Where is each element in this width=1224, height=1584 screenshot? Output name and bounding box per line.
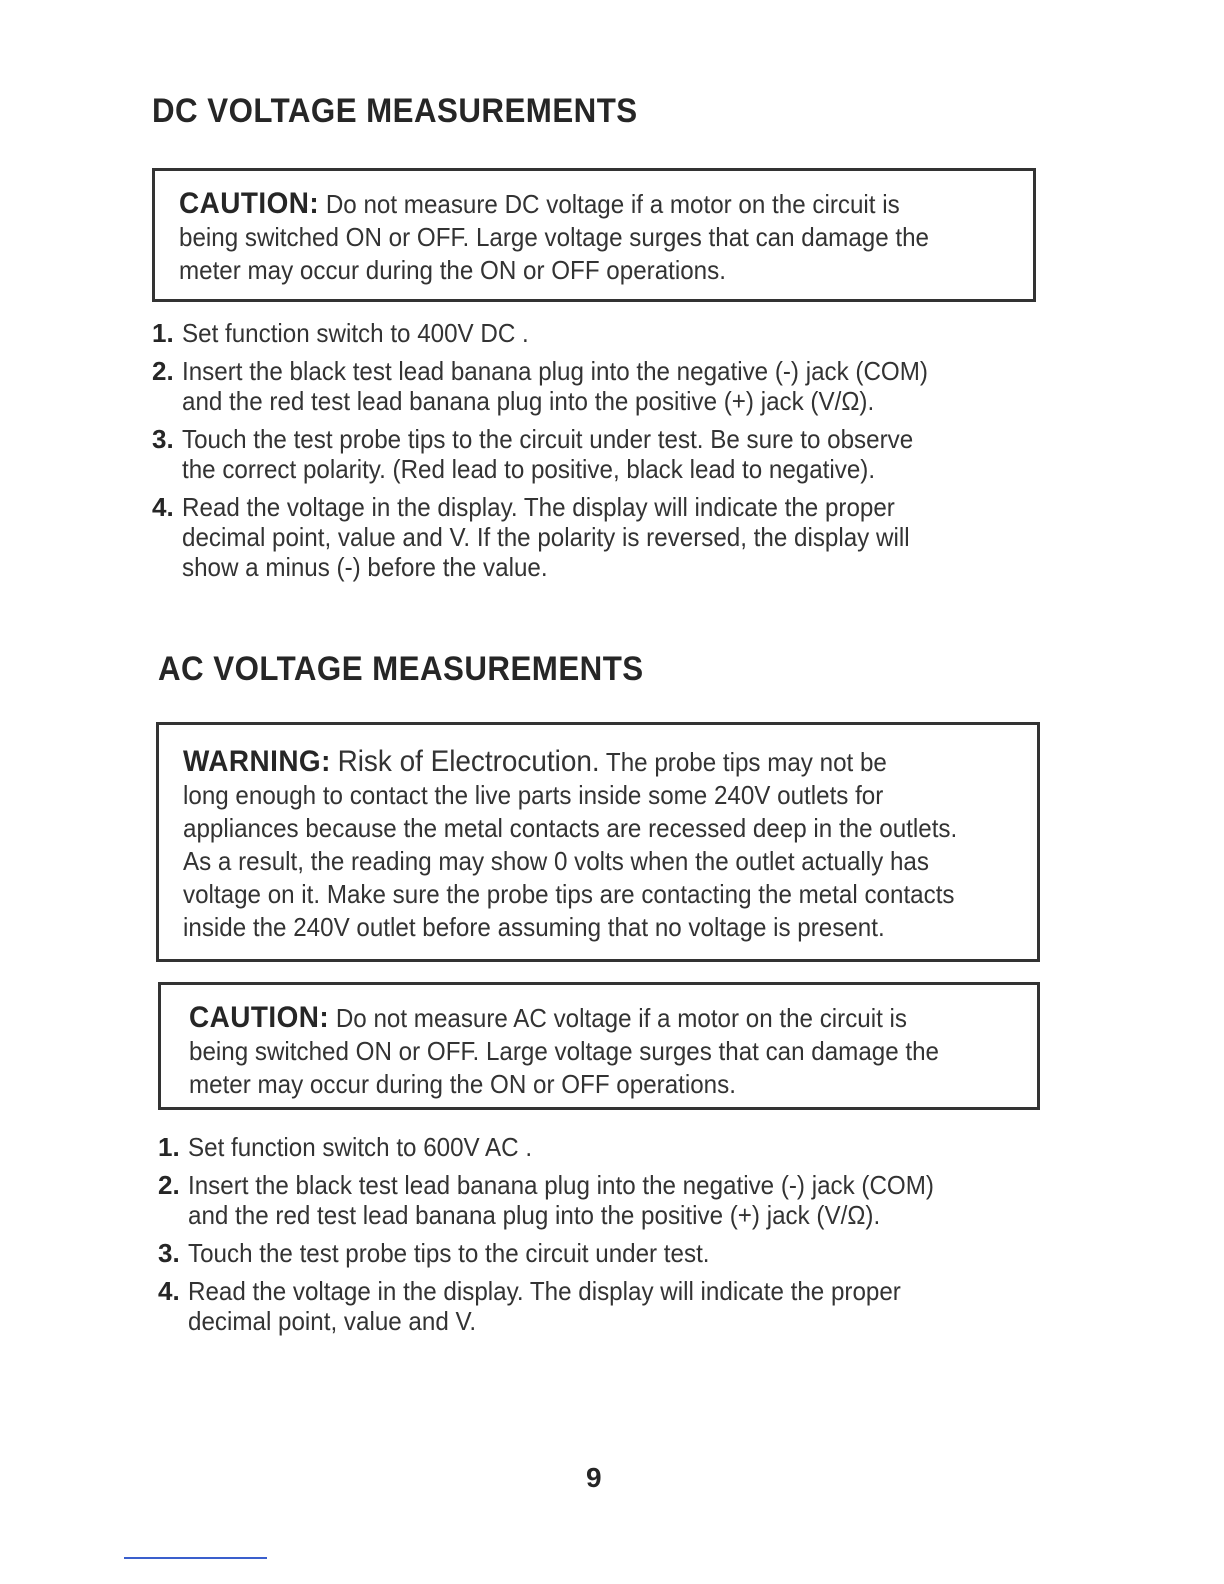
ac-caution-line2: being switched ON or OFF. Large voltage surges that can damage the — [189, 1036, 940, 1066]
ac-warning-line3: appliances because the metal contacts are recessed deep in the outlets. — [183, 813, 958, 843]
dc-caution-label: CAUTION: — [179, 187, 320, 220]
ac-caution-line3: meter may occur during the ON or OFF operations. — [189, 1069, 736, 1099]
footer-rule — [124, 1557, 267, 1559]
dc-steps-list — [152, 318, 1032, 590]
step-text-line: Touch the test probe tips to the circuit under test. Be sure to observe — [182, 424, 914, 454]
ac-warning-line4: As a result, the reading may show 0 volts when the outlet actually has — [183, 846, 929, 876]
step-item — [158, 1170, 1038, 1230]
step-item — [152, 492, 1032, 582]
step-number: 1. — [152, 318, 174, 348]
step-number: 2. — [158, 1170, 180, 1200]
step-number: 4. — [152, 492, 174, 522]
step-item — [152, 318, 1032, 348]
ac-caution-line1: CAUTION: Do not measure AC voltage if a motor on the circuit is — [189, 1001, 908, 1034]
step-number: 4. — [158, 1276, 180, 1306]
step-text-line: Read the voltage in the display. The display will indicate the proper — [188, 1276, 901, 1306]
ac-warning-box — [156, 722, 1040, 962]
step-text-line: Set function switch to 600V AC . — [188, 1132, 533, 1162]
ac-section-title: AC VOLTAGE MEASUREMENTS — [158, 650, 644, 688]
step-number: 1. — [158, 1132, 180, 1162]
step-text-line: Insert the black test lead banana plug into the negative (-) jack (COM) — [188, 1170, 934, 1200]
step-number: 3. — [152, 424, 174, 454]
ac-warning-line5: voltage on it. Make sure the probe tips are contacting the metal contacts — [183, 879, 955, 909]
step-item — [158, 1238, 1038, 1268]
dc-caution-line3: meter may occur during the ON or OFF operations. — [179, 255, 726, 285]
step-item — [158, 1276, 1038, 1336]
step-number: 2. — [152, 356, 174, 386]
page-number: 9 — [586, 1462, 602, 1493]
ac-warning-line2: long enough to contact the live parts inside some 240V outlets for — [183, 780, 884, 810]
dc-caution-line1: CAUTION: Do not measure DC voltage if a motor on the circuit is — [179, 187, 900, 220]
dc-caution-line2: being switched ON or OFF. Large voltage surges that can damage the — [179, 222, 930, 252]
ac-steps-list — [158, 1132, 1038, 1344]
step-item — [152, 424, 1032, 484]
step-text-line: Insert the black test lead banana plug into the negative (-) jack (COM) — [182, 356, 928, 386]
ac-warning-line6: inside the 240V outlet before assuming that no voltage is present. — [183, 912, 885, 942]
step-text-line: the correct polarity. (Red lead to positive, black lead to negative). — [182, 454, 876, 484]
ac-warning-line1: WARNING: Risk of Electrocution. The probe tips may not be — [183, 745, 887, 778]
dc-section-title: DC VOLTAGE MEASUREMENTS — [152, 92, 638, 130]
ac-caution-box — [158, 982, 1040, 1110]
step-text-line: and the red test lead banana plug into the positive (+) jack (V/Ω). — [188, 1200, 881, 1230]
step-number: 3. — [158, 1238, 180, 1268]
step-text-line: Touch the test probe tips to the circuit under test. — [188, 1238, 710, 1268]
step-text-line: and the red test lead banana plug into the positive (+) jack (V/Ω). — [182, 386, 875, 416]
step-text-line: decimal point, value and V. — [188, 1306, 477, 1336]
step-text-line: show a minus (-) before the value. — [182, 552, 548, 582]
dc-caution-box — [152, 168, 1036, 302]
ac-caution-label: CAUTION: — [189, 1001, 330, 1034]
step-text-line: decimal point, value and V. If the polarity is reversed, the display will — [182, 522, 910, 552]
step-item — [158, 1132, 1038, 1162]
step-text-line: Read the voltage in the display. The display will indicate the proper — [182, 492, 895, 522]
ac-warning-label: WARNING: — [183, 745, 331, 778]
step-text-line: Set function switch to 400V DC . — [182, 318, 529, 348]
step-item — [152, 356, 1032, 416]
ac-warning-emphasis: Risk of Electrocution. — [337, 745, 600, 778]
